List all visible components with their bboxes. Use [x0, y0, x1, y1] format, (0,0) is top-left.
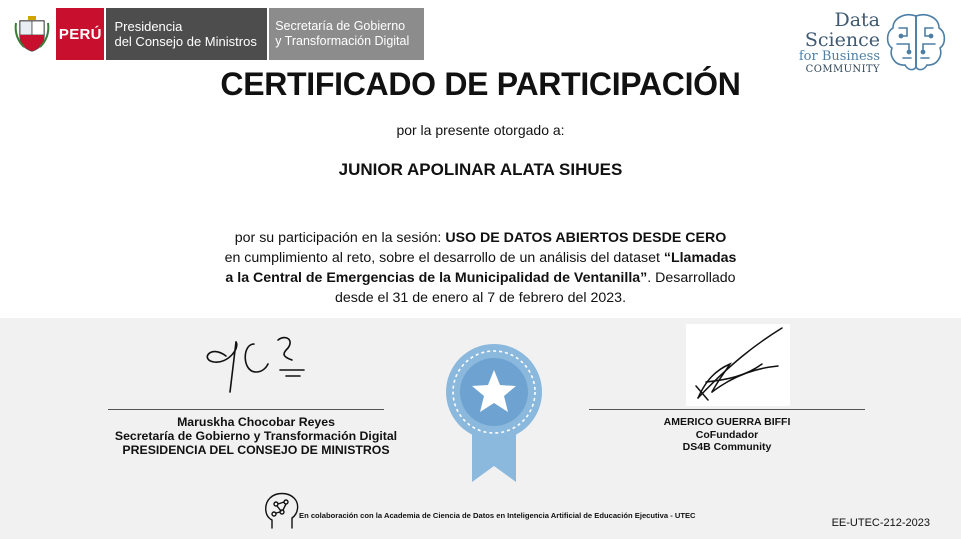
session-prefix: por su participación en la sesión: — [234, 230, 446, 246]
right-signatory-name: AMERICO GUERRA BIFFI — [663, 416, 791, 428]
left-signatory-name: Maruskha Chocobar Reyes — [177, 415, 335, 429]
dataset-name-line1: “Llamadas — [663, 250, 737, 266]
right-signatory-org: DS4B Community — [682, 441, 772, 453]
pcm-line1: Presidencia — [114, 19, 183, 34]
secretariat-label — [267, 8, 424, 60]
developed-label: . Desarrollado — [647, 270, 736, 286]
certificate-body — [190, 228, 771, 308]
star-badge-icon — [442, 340, 546, 486]
left-signatory — [78, 415, 434, 457]
right-signature-image — [686, 324, 790, 406]
granted-to-label: por la presente otorgado a: — [396, 122, 565, 138]
pcm-line2: del Consejo de Ministros — [114, 34, 257, 49]
recipient-name: JUNIOR APOLINAR ALATA SIHUES — [338, 160, 623, 179]
right-signature-line — [589, 409, 865, 410]
dataset-name-line2: a la Central de Emergencias de la Municipalidad de Ventanilla” — [225, 270, 648, 286]
peru-label: PERÚ — [56, 8, 104, 60]
left-signatory-org: PRESIDENCIA DEL CONSEJO DE MINISTROS — [122, 443, 390, 457]
certificate-title: CERTIFICADO DE PARTICIPACIÓN — [220, 66, 741, 102]
sec-line2: y Transformación Digital — [275, 34, 410, 48]
ds4b-line2: Science — [804, 29, 880, 51]
sec-line1: Secretaría de Gobierno — [275, 19, 406, 33]
session-name: USO DE DATOS ABIERTOS DESDE CERO — [445, 230, 727, 246]
ds4b-line3: for Business — [798, 49, 880, 64]
certificate-code: EE-UTEC-212-2023 — [831, 517, 930, 529]
right-signatory-role: CoFundador — [695, 428, 759, 441]
date-range: desde el 31 de enero al 7 de febrero del 2023. — [334, 290, 627, 306]
right-signatory — [600, 416, 854, 454]
left-signatory-role: Secretaría de Gobierno y Transformación Digital — [114, 429, 398, 443]
collaboration-text: En colaboración con la Academia de Ciencia de Datos en Inteligencia Artificial de Educación Ejecutiva - UTEC — [299, 511, 696, 520]
pcm-label — [104, 8, 267, 60]
ds4b-line1: Data — [834, 9, 880, 31]
challenge-prefix: en cumplimiento al reto, sobre el desarrollo de un análisis del dataset — [224, 250, 664, 266]
left-signature-image — [196, 326, 316, 396]
government-logo — [8, 8, 424, 60]
ds4b-line4: COMMUNITY — [805, 64, 880, 75]
ai-head-icon — [260, 490, 302, 532]
coat-of-arms-icon — [8, 8, 56, 60]
left-signature-line — [108, 409, 384, 410]
collaboration-note — [260, 488, 696, 532]
